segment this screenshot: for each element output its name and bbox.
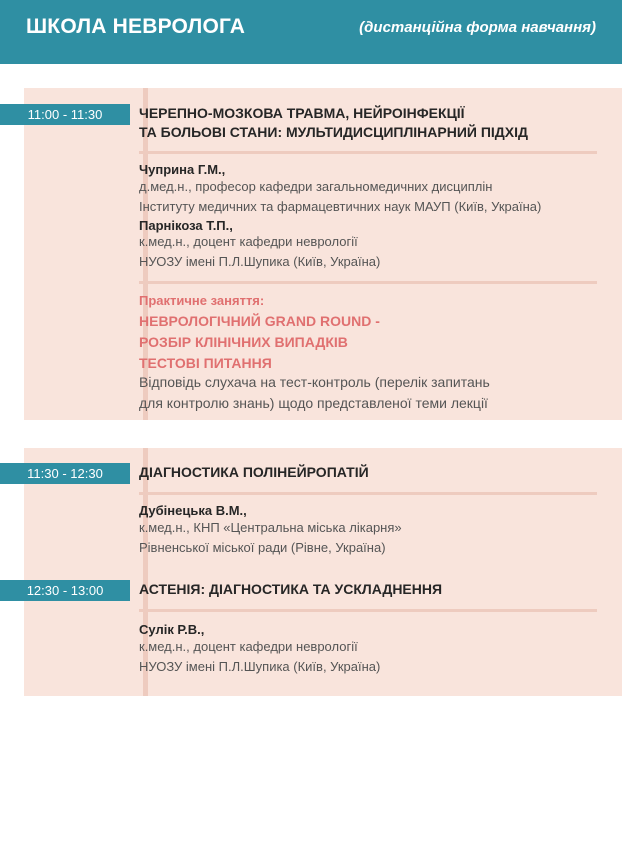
divider bbox=[139, 151, 597, 154]
speaker-info-line: к.мед.н., КНП «Центральна міська лікарня» bbox=[139, 520, 402, 535]
speaker-name: Дубінецька В.М., bbox=[139, 503, 247, 518]
session-topic-3 bbox=[139, 580, 442, 599]
divider bbox=[139, 492, 597, 495]
practice-note-line: Відповідь слухача на тест-контроль (перелік запитань bbox=[139, 374, 490, 390]
speaker-name: Парнікоза Т.П., bbox=[139, 218, 233, 233]
speaker-info bbox=[139, 637, 380, 677]
page-title: ШКОЛА НЕВРОЛОГА bbox=[26, 15, 246, 38]
speaker-info-line: д.мед.н., професор кафедри загальномедичних дисциплін bbox=[139, 179, 493, 194]
practice-title bbox=[139, 311, 380, 374]
speaker-info bbox=[139, 518, 402, 558]
divider bbox=[139, 281, 597, 284]
page-subtitle: (дистанційна форма навчання) bbox=[359, 19, 596, 36]
speaker-info-line: НУОЗУ імені П.Л.Шупика (Київ, Україна) bbox=[139, 659, 381, 674]
topic-line: АСТЕНІЯ: ДІАГНОСТИКА ТА УСКЛАДНЕННЯ bbox=[139, 581, 443, 597]
session-topic-1 bbox=[139, 104, 528, 142]
speaker-info-line: к.мед.н., доцент кафедри неврології bbox=[139, 234, 358, 249]
practice-label: Практичне заняття: bbox=[139, 293, 265, 308]
session-topic-2 bbox=[139, 463, 369, 482]
practice-title-line: РОЗБІР КЛІНІЧНИХ ВИПАДКІВ bbox=[139, 334, 348, 350]
speaker-info bbox=[139, 177, 541, 217]
speaker-info bbox=[139, 232, 380, 272]
speaker-info-line: Інституту медичних та фармацевтичних наук МАУП (Київ, Україна) bbox=[139, 199, 542, 214]
topic-line: ТА БОЛЬОВІ СТАНИ: МУЛЬТИДИСЦИПЛІНАРНИЙ ПІДХІД bbox=[139, 124, 528, 140]
speaker-info-line: Рівненської міської ради (Рівне, Україна) bbox=[139, 540, 386, 555]
speaker-info-line: к.мед.н., доцент кафедри неврології bbox=[139, 639, 358, 654]
practice-note-line: для контролю знань) щодо представленої теми лекції bbox=[139, 395, 488, 411]
header-banner bbox=[0, 0, 622, 64]
topic-line: ЧЕРЕПНО-МОЗКОВА ТРАВМА, НЕЙРОІНФЕКЦІЇ bbox=[139, 105, 465, 121]
session-time-3: 12:30 - 13:00 bbox=[0, 580, 130, 601]
topic-line: ДІАГНОСТИКА ПОЛІНЕЙРОПАТІЙ bbox=[139, 464, 369, 480]
speaker-info-line: НУОЗУ імені П.Л.Шупика (Київ, Україна) bbox=[139, 254, 381, 269]
speaker-name: Сулік Р.В., bbox=[139, 622, 205, 637]
practice-title-line: НЕВРОЛОГІЧНИЙ GRAND ROUND - bbox=[139, 313, 380, 329]
speaker-name: Чуприна Г.М., bbox=[139, 162, 226, 177]
session-time-1: 11:00 - 11:30 bbox=[0, 104, 130, 125]
divider bbox=[139, 609, 597, 612]
session-time-2: 11:30 - 12:30 bbox=[0, 463, 130, 484]
practice-title-line: ТЕСТОВІ ПИТАННЯ bbox=[139, 355, 272, 371]
practice-note bbox=[139, 372, 490, 414]
